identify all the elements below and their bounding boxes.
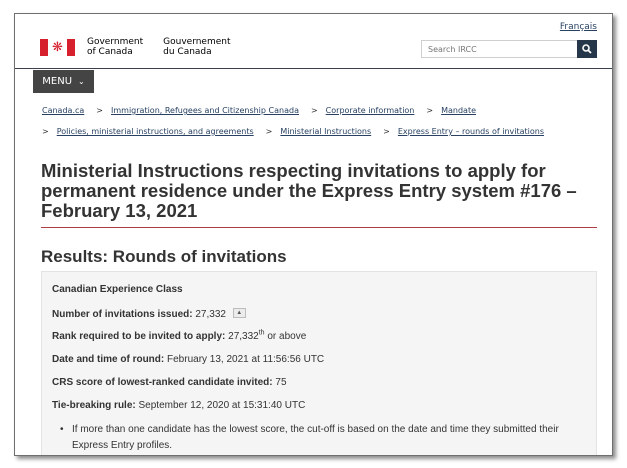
- menu-label: MENU: [42, 76, 73, 87]
- breadcrumb-separator-icon: >: [42, 127, 49, 136]
- invitations-row: [52, 308, 246, 320]
- breadcrumb-row-2: [42, 127, 544, 136]
- invitations-value: 27,332: [195, 309, 226, 320]
- search-icon: [582, 44, 592, 54]
- breadcrumb-express-entry-link[interactable]: Express Entry – rounds of invitations: [397, 127, 544, 136]
- tiebreak-row: [52, 400, 305, 411]
- signature-english: Government of Canada: [87, 37, 144, 57]
- signature-french: Gouvernement du Canada: [163, 37, 231, 57]
- site-search: [421, 40, 597, 58]
- date-label: Date and time of round:: [52, 354, 165, 365]
- breadcrumb-separator-icon: >: [310, 106, 318, 115]
- tiebreak-note: If more than one candidate has the lowest score, the cut-off is based on the date and time they submitted their Express Entry profiles.: [72, 424, 559, 451]
- breadcrumb-mandate-link[interactable]: Mandate: [441, 106, 477, 115]
- browser-frame: [14, 13, 613, 456]
- breadcrumb: [42, 106, 476, 115]
- search-button[interactable]: [577, 40, 597, 58]
- rank-suffix: th: [258, 329, 265, 337]
- breadcrumb-canada-link[interactable]: Canada.ca: [42, 106, 85, 115]
- crs-label: CRS score of lowest-ranked candidate invited:: [52, 377, 273, 388]
- breadcrumb-separator-icon: >: [265, 127, 273, 136]
- breadcrumb-separator-icon: >: [96, 106, 103, 115]
- breadcrumb-separator-icon: >: [426, 106, 434, 115]
- crs-value: 75: [275, 377, 287, 388]
- invitations-label: Number of invitations issued:: [52, 309, 193, 320]
- date-row: [52, 354, 324, 365]
- results-panel: [41, 271, 597, 456]
- chevron-down-icon: ⌄: [78, 77, 85, 86]
- canada-flag-icon: [40, 39, 75, 56]
- page-title: Ministerial Instructions respecting invitations to apply for permanent residence under the Express Entry system #176 – February 13, 2021: [41, 160, 577, 221]
- rank-value: 27,332: [228, 331, 259, 342]
- breadcrumb-ircc-link[interactable]: Immigration, Refugees and Citizenship Canada: [111, 106, 299, 115]
- menu-button[interactable]: [33, 70, 94, 93]
- rank-row: [52, 331, 306, 342]
- bullet-icon: •: [60, 424, 64, 435]
- title-underline: [41, 227, 597, 228]
- language-toggle-link[interactable]: Français: [559, 22, 597, 32]
- list-item: [60, 422, 590, 454]
- search-input[interactable]: [421, 40, 577, 58]
- date-value: February 13, 2021 at 11:56:56 UTC: [167, 354, 325, 365]
- breadcrumb-policies-link[interactable]: Policies, ministerial instructions, and agreements: [56, 127, 254, 136]
- section-heading: Results: Rounds of invitations: [41, 247, 287, 266]
- program-name: Canadian Experience Class: [52, 284, 183, 295]
- footnote-toggle-icon[interactable]: ▲: [233, 308, 246, 318]
- header-divider: [15, 68, 612, 69]
- government-signature[interactable]: [40, 36, 231, 58]
- tiebreak-value: September 12, 2020 at 15:31:40 UTC: [138, 400, 306, 411]
- breadcrumb-ministerial-link[interactable]: Ministerial Instructions: [280, 127, 372, 136]
- rank-tail: or above: [267, 331, 307, 342]
- rank-label: Rank required to be invited to apply:: [52, 331, 226, 342]
- tiebreak-label: Tie-breaking rule:: [52, 400, 136, 411]
- maple-leaf-icon: ❋: [48, 39, 67, 56]
- breadcrumb-separator-icon: >: [383, 127, 390, 136]
- crs-row: [52, 377, 287, 388]
- breadcrumb-corporate-link[interactable]: Corporate information: [325, 106, 415, 115]
